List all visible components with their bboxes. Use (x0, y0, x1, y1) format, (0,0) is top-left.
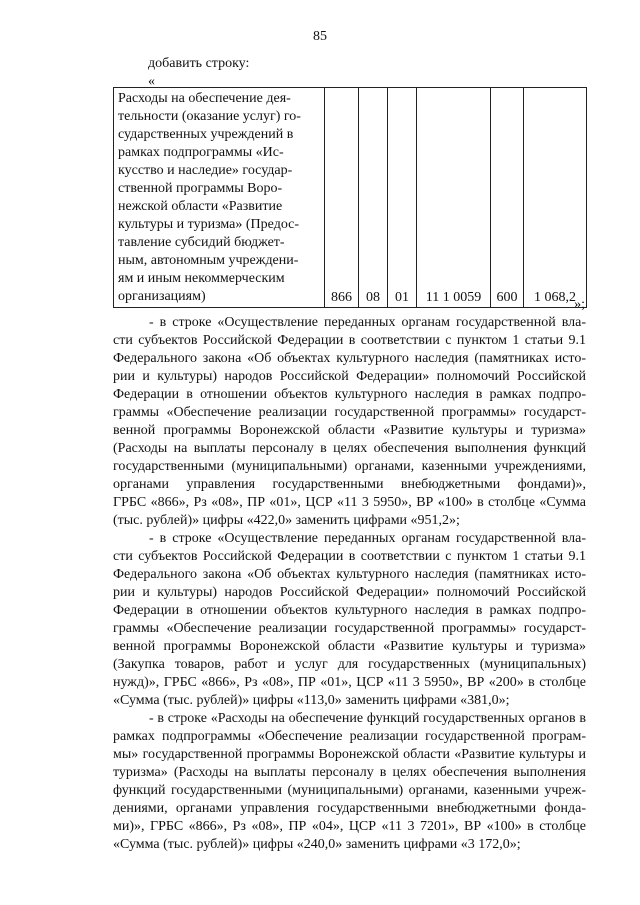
text-line: рамках подпрограммы «Обеспечение реализации государственной програм- (113, 729, 586, 744)
text-line: «Сумма (тыс. рублей)» цифры «113,0» заменить цифрами «381,0»; (113, 693, 510, 708)
text-line: граммы «Обеспечение реализации государственной программы» государст- (113, 621, 586, 636)
text-line: органами управления государственными внебюджетными фондами)», (113, 477, 586, 492)
text-line: дениями, органами управления государственными внебюджетными фонда- (113, 801, 586, 816)
description-line: организациям) (118, 289, 206, 304)
description-line: ственной программы Воро- (118, 181, 283, 196)
description-line: кусство и наследие» государ- (118, 163, 293, 178)
amendments-text (113, 314, 586, 854)
open-quote: « (148, 74, 155, 89)
description-line: Расходы на обеспечение дея- (118, 91, 291, 106)
cell-rz: 08 (359, 88, 388, 308)
text-line: венной программы Воронежской области «Развитие культуры и туризма» (113, 423, 586, 438)
text-line: государственными (муниципальными) органами, казенными учреждениями, (113, 459, 586, 474)
paragraph (113, 710, 586, 854)
text-line: Федерального закона «Об объектах культурного наследия (памятниках исто- (113, 351, 586, 366)
text-line: венной программы Воронежской области «Развитие культуры и туризма» (113, 639, 586, 654)
description-line: тельности (оказание услуг) го- (118, 109, 301, 124)
cell-sum: 1 068,2 (524, 88, 587, 308)
cell-grbs: 866 (325, 88, 359, 308)
text-line: мы» государственной программы Воронежской области «Развитие культуры и (113, 747, 586, 762)
text-line: (тыс. рублей)» цифры «422,0» заменить цифрами «951,2»; (113, 513, 460, 528)
description-line: нежской области «Развитие (118, 199, 283, 214)
text-line: (Расходы на выплаты персоналу в целях обеспечения выполнения функций (113, 441, 586, 456)
cell-csr: 11 1 0059 (417, 88, 491, 308)
row-description (114, 88, 325, 308)
description-line: сударственных учреждений в (118, 127, 294, 142)
description-line: ям и иным некоммерческим (118, 271, 285, 286)
description-line: рамках подпрограммы «Ис- (118, 145, 284, 160)
cell-pr: 01 (388, 88, 417, 308)
text-line: - в строке «Осуществление переданных органам государственной вла- (149, 531, 586, 546)
text-line: нужд)», ГРБС «866», Рз «08», ПР «01», ЦСР «11 3 5950», ВР «200» в столбце (113, 675, 586, 690)
text-line: - в строке «Расходы на обеспечение функций государственных органов в (149, 711, 586, 726)
description-line: культуры и туризма» (Предос- (118, 217, 300, 232)
cell-vr: 600 (491, 88, 524, 308)
text-line: функций государственными (муниципальными) органами, казенными учреж- (113, 783, 586, 798)
text-line: «Сумма (тыс. рублей)» цифры «240,0» заменить цифрами «3 172,0»; (113, 837, 521, 852)
text-line: сти субъектов Российской Федерации в соответствии с пунктом 1 статьи 9.1 (113, 333, 586, 348)
text-line: рии и культуры) народов Российской Федерации» полномочий Российской (113, 369, 586, 384)
paragraph (113, 314, 586, 530)
text-line: Федерального закона «Об объектах культурного наследия (памятниках исто- (113, 567, 586, 582)
text-line: - в строке «Осуществление переданных органам государственной вла- (149, 315, 586, 330)
text-line: Федерации в отношении объектов культурного наследия в рамках подпро- (113, 387, 586, 402)
text-line: Федерации в отношении объектов культурного наследия в рамках подпро- (113, 603, 586, 618)
text-line: ГРБС «866», Рз «08», ПР «01», ЦСР «11 3 5950», ВР «100» в столбце «Сумма (113, 495, 586, 510)
text-line: рии и культуры) народов Российской Федерации» полномочий Российской (113, 585, 586, 600)
text-line: туризма» (Расходы на выплаты персоналу в целях обеспечения выполнения (113, 765, 586, 780)
text-line: (Закупка товаров, работ и услуг для государственных (муниципальных) (113, 657, 586, 672)
text-line: ми)», ГРБС «866», Рз «08», ПР «04», ЦСР «11 3 7201», ВР «100» в столбце (113, 819, 586, 834)
text-line: граммы «Обеспечение реализации государственной программы» государст- (113, 405, 586, 420)
page-number: 85 (313, 29, 327, 44)
description-line: тавление субсидий бюджет- (118, 235, 285, 250)
budget-row-table (113, 87, 587, 308)
intro-text: добавить строку: (148, 56, 250, 71)
paragraph (113, 530, 586, 710)
intro-block (148, 55, 249, 91)
table-row (114, 88, 587, 308)
closing-quote: »; (574, 297, 585, 312)
description-line: ным, автономным учреждени- (118, 253, 299, 268)
text-line: сти субъектов Российской Федерации в соответствии с пунктом 1 статьи 9.1 (113, 549, 586, 564)
